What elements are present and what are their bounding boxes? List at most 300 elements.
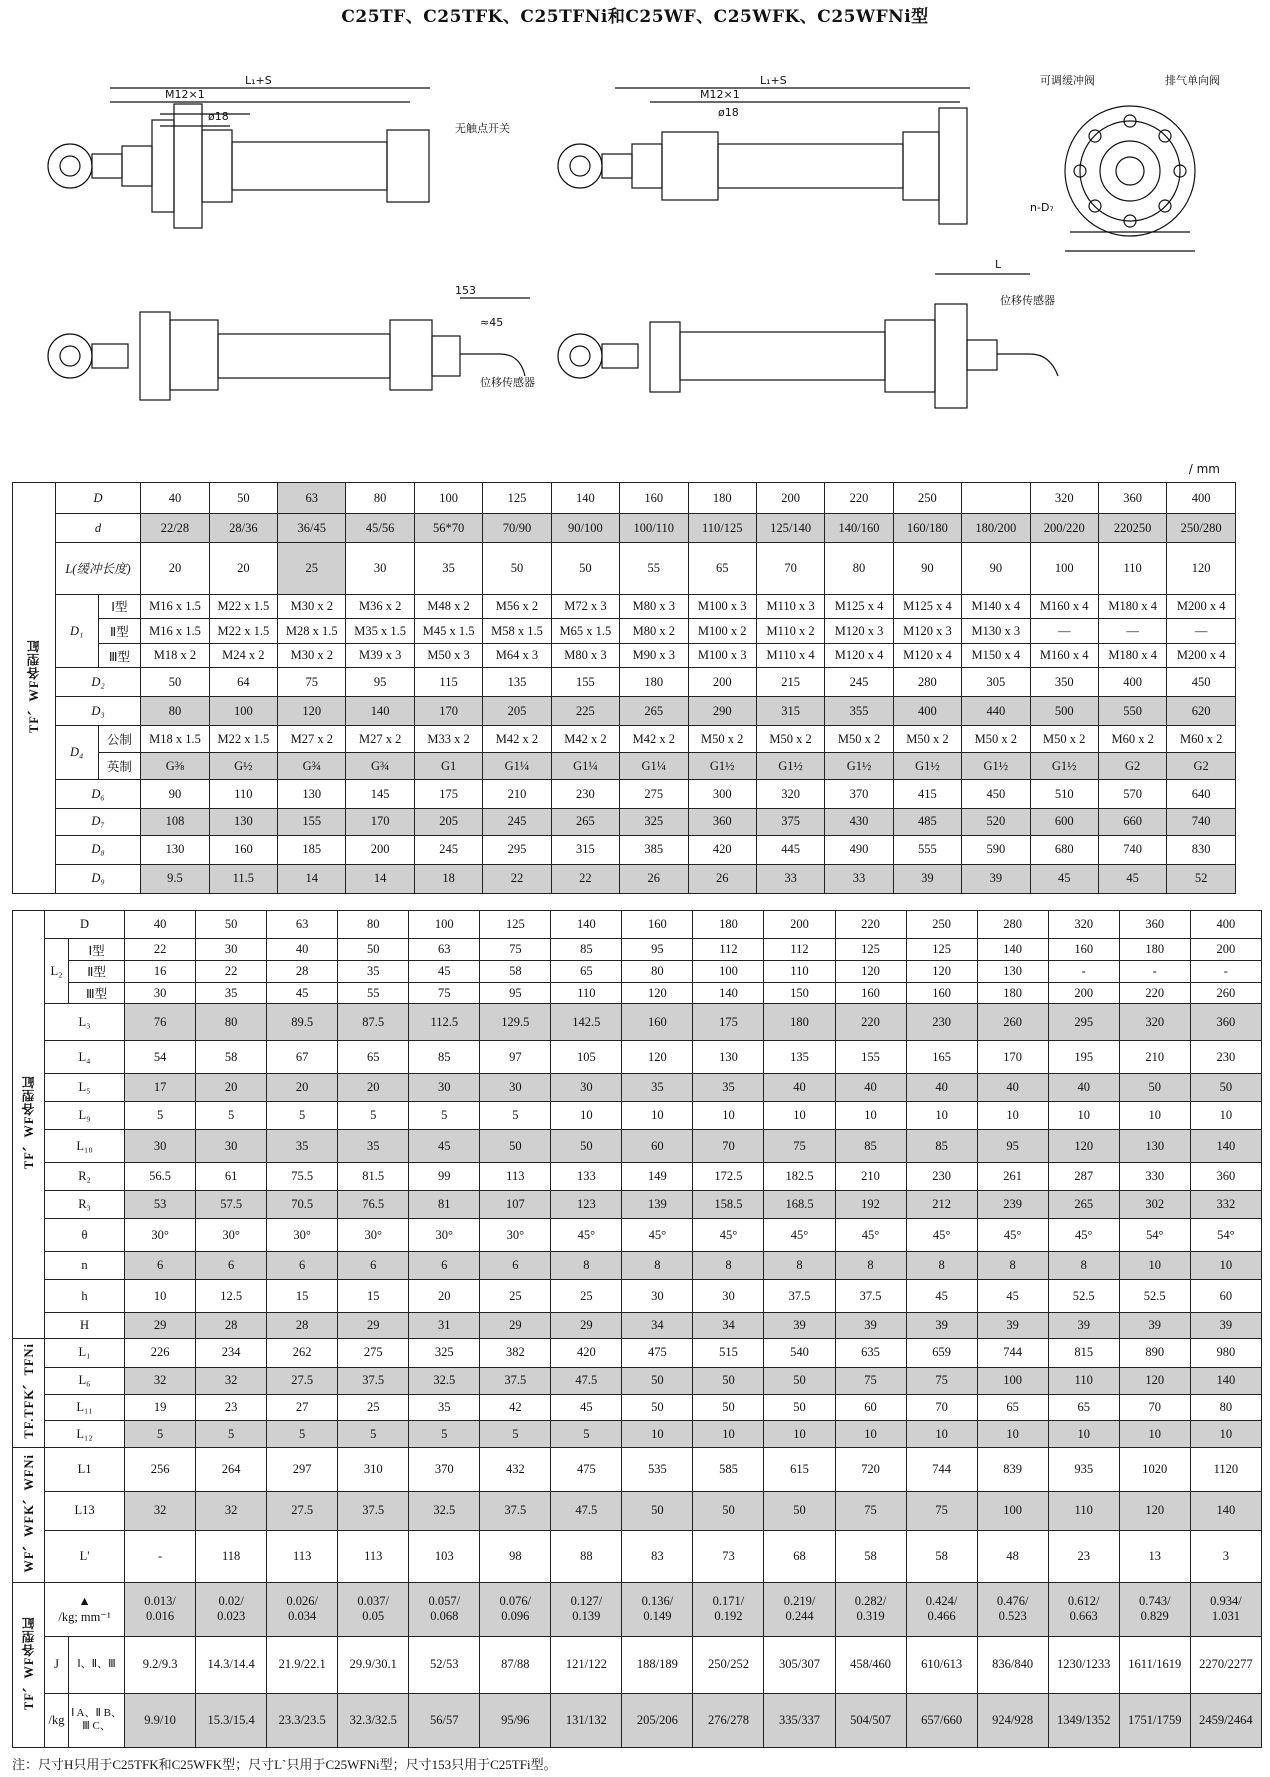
t2-L10-cell: 35 [267,1130,338,1163]
t2-row-L2-0 [13,939,1262,961]
t2-L2-cell: 112 [693,939,764,961]
t2-L1a-cell: 420 [551,1338,622,1367]
t1-D6-cell: 275 [620,780,688,809]
t2-side-text: WF、WFK、WFNi [21,1453,36,1573]
t2-L11-cell: 23 [196,1394,267,1421]
t1-D1-cell: M39 x 3 [346,643,414,668]
t2-L11-cell: 35 [409,1394,480,1421]
t2-L2-cell: 95 [622,939,693,961]
t1-L-cell: 100 [1030,543,1098,594]
t1-D7-cell: 600 [1030,809,1098,836]
t2-J-cell: 52/53 [409,1637,480,1693]
t2-R2-cell: 56.5 [125,1162,196,1190]
t2-L13-cell: 100 [977,1491,1048,1530]
t2-label-n: n [45,1251,125,1279]
t2-theta-cell: 45° [764,1219,835,1252]
t1-D4-cell: G¾ [346,753,414,780]
t2-L12-cell: 10 [835,1421,906,1448]
t2-n-cell: 8 [1048,1251,1119,1279]
t1-D3-cell: 290 [688,697,756,726]
t1-D4-cell: G1¼ [551,753,619,780]
t1-D1-cell: M200 x 4 [1167,594,1236,619]
t2-L2-cell: 45 [409,960,480,982]
t2-theta-cell: 45° [693,1219,764,1252]
t2-D-cell: 250 [906,911,977,939]
t2-L9-cell: 10 [1190,1102,1261,1130]
t2-R2-cell: 81.5 [338,1162,409,1190]
t2-H-cell: 39 [835,1312,906,1338]
t2-L2-cell: 160 [835,982,906,1004]
t2-L12-cell: 5 [125,1421,196,1448]
t2-D-cell: 400 [1190,911,1261,939]
t1-row-d [13,514,1236,543]
t1-d-cell: 110/125 [688,514,756,543]
t1-D9-cell: 18 [414,864,482,893]
t2-L1a-cell: 275 [338,1338,409,1367]
t1-D4-cell: M50 x 2 [1030,726,1098,753]
t2-row-L6 [13,1367,1262,1394]
t1-D9-cell: 14 [278,864,346,893]
t1-D2-cell: 245 [825,668,893,697]
t1-D9-cell: 33 [756,864,824,893]
t2-R3-cell: 265 [1048,1191,1119,1219]
t2-kg-cell: 205/206 [622,1693,693,1747]
t1-D9-cell: 11.5 [209,864,277,893]
t2-L9-cell: 5 [338,1102,409,1130]
mass-bottom: 0.068 [430,1609,459,1624]
t2-L2-cell: - [1119,960,1190,982]
t1-D9-cell: 33 [825,864,893,893]
t1-D7-cell: 130 [209,809,277,836]
t2-mass-cell [1119,1582,1190,1636]
t2-h-cell: 45 [906,1280,977,1313]
unit-label: / mm [1188,462,1220,476]
t2-side-text: TF、WF各型缸 [21,1075,36,1170]
t1-D1-cell: M120 x 3 [825,619,893,644]
t2-L9-cell: 5 [409,1102,480,1130]
t1-D3-cell: 205 [483,697,551,726]
t1-D7-cell: 520 [962,809,1030,836]
t2-R2-cell: 287 [1048,1162,1119,1190]
t1-D4-cell: G1½ [756,753,824,780]
t2-R3-cell: 81 [409,1191,480,1219]
t1-d-cell: 160/180 [893,514,961,543]
t1-row-L [13,543,1236,594]
t2-L13-cell: 27.5 [267,1491,338,1530]
t2-L2-cell: 28 [267,960,338,982]
t1-D9-cell: 39 [962,864,1030,893]
t2-L2-cell: 63 [409,939,480,961]
t2-L6-cell: 120 [1119,1367,1190,1394]
t1-row-D7 [13,809,1236,836]
t2-D-cell: 63 [267,911,338,939]
t2-R3-cell: 57.5 [196,1191,267,1219]
t2-L10-cell: 95 [977,1130,1048,1163]
t1-D3-cell: 265 [620,697,688,726]
t1-D1-cell: M16 x 1.5 [141,594,209,619]
t2-h-cell: 37.5 [835,1280,906,1313]
t2-row-L1a [13,1338,1262,1367]
t2-L10-cell: 35 [338,1130,409,1163]
t1-label-D6: D₆ [55,780,141,809]
t1-D-cell: 40 [141,483,209,514]
t1-D4-cell: M60 x 2 [1098,726,1166,753]
t2-L2-cell: 75 [409,982,480,1004]
t2-n-cell: 6 [409,1251,480,1279]
t2-h-cell: 52.5 [1048,1280,1119,1313]
t1-D1-cell: M36 x 2 [346,594,414,619]
t1-D2-cell: 180 [620,668,688,697]
t1-D7-cell: 485 [893,809,961,836]
t1-L-cell: 80 [825,543,893,594]
t1-label-D8: D₈ [55,835,141,864]
t2-H-cell: 28 [267,1312,338,1338]
t2-L4-cell: 155 [835,1041,906,1074]
t2-L5-cell: 20 [338,1073,409,1101]
t1-D-cell: 400 [1167,483,1236,514]
t2-L2-cell: 140 [693,982,764,1004]
t2-n-cell: 8 [693,1251,764,1279]
t2-D-cell: 50 [196,911,267,939]
t2-Lp-cell: 113 [338,1530,409,1582]
t2-D-cell: 320 [1048,911,1119,939]
t2-label-J: J [45,1637,69,1693]
t1-d-cell: 100/110 [620,514,688,543]
t2-row-n [13,1251,1262,1279]
t2-theta-cell: 30° [125,1219,196,1252]
t2-L1b-cell: 432 [480,1448,551,1491]
t2-L9-cell: 5 [480,1102,551,1130]
page-title: C25TF、C25TFK、C25TFNi和C25WF、C25WFK、C25WFNi型 [341,7,929,27]
t1-label-D9: D₉ [55,864,141,893]
t2-L3-cell: 320 [1119,1004,1190,1041]
t1-D2-cell: 64 [209,668,277,697]
t2-L12-cell: 10 [1190,1421,1261,1448]
t2-L10-cell: 130 [1119,1130,1190,1163]
t2-L1a-cell: 980 [1190,1338,1261,1367]
t2-L4-cell: 230 [1190,1041,1261,1074]
t1-D8-cell: 680 [1030,835,1098,864]
t2-mass-cell [906,1582,977,1636]
t2-row-L2-1 [13,960,1262,982]
dim-L: L [995,258,1002,271]
t2-L2-cell: 125 [835,939,906,961]
t2-n-cell: 10 [1190,1251,1261,1279]
t2-mass-cell [764,1582,835,1636]
t1-D-cell: 180 [688,483,756,514]
t2-R2-cell: 360 [1190,1162,1261,1190]
t1-D3-cell: 355 [825,697,893,726]
t2-theta-cell: 54° [1119,1219,1190,1252]
wf-cylinder-side-view [558,88,970,224]
t1-D6-cell: 640 [1167,780,1236,809]
t2-L6-cell: 140 [1190,1367,1261,1394]
mass-top: 0.02/ [218,1594,244,1609]
t2-kg-cell: 1349/1352 [1048,1693,1119,1747]
t2-n-cell: 6 [480,1251,551,1279]
t2-L5-cell: 40 [764,1073,835,1101]
t2-L4-cell: 54 [125,1041,196,1074]
t1-D2-cell: 115 [414,668,482,697]
mass-top: 0.136/ [641,1594,674,1609]
t2-J-cell: 458/460 [835,1637,906,1693]
t2-label-L5: L₅ [45,1073,125,1101]
t2-L11-cell: 80 [1190,1394,1261,1421]
t1-D1-cell: M110 x 4 [756,643,824,668]
t1-label-D4: D₄ [55,726,98,780]
t2-R3-cell: 70.5 [267,1191,338,1219]
t2-L10-cell: 70 [693,1130,764,1163]
t2-L1a-cell: 635 [835,1338,906,1367]
t2-L2-cell: 65 [551,960,622,982]
t2-sub-L2: Ⅰ型 [69,939,125,961]
t2-L13-cell: 120 [1119,1491,1190,1530]
t2-n-cell: 6 [125,1251,196,1279]
t2-L11-cell: 70 [906,1394,977,1421]
t2-label-R2: R₂ [45,1162,125,1190]
mass-bottom: 0.034 [288,1609,317,1624]
t1-D9-cell: 22 [483,864,551,893]
t2-L3-cell: 360 [1190,1004,1261,1041]
t2-L2-cell: 220 [1119,982,1190,1004]
t2-row-L1b [13,1448,1262,1491]
t2-mass-cell [835,1582,906,1636]
t1-D7-cell: 265 [551,809,619,836]
t1-D6-cell: 130 [278,780,346,809]
t2-label-theta: θ [45,1219,125,1252]
t2-h-cell: 20 [409,1280,480,1313]
t2-L2-cell: 30 [196,939,267,961]
t2-L12-cell: 5 [338,1421,409,1448]
t1-D4-cell: G1½ [962,753,1030,780]
t2-H-cell: 28 [196,1312,267,1338]
t2-mass-cell [409,1582,480,1636]
t2-L1a-cell: 744 [977,1338,1048,1367]
t1-D1-cell: M65 x 1.5 [551,619,619,644]
t2-L6-cell: 50 [764,1367,835,1394]
t2-Lp-cell: 103 [409,1530,480,1582]
t2-L10-cell: 50 [480,1130,551,1163]
t1-D4-cell: M27 x 2 [278,726,346,753]
mass-bottom: 0.244 [785,1609,814,1624]
t2-row-L12 [13,1421,1262,1448]
mass-bottom: 0.319 [856,1609,885,1624]
t2-L6-cell: 37.5 [338,1367,409,1394]
t1-d-cell: 220250 [1098,514,1166,543]
t2-L5-cell: 17 [125,1073,196,1101]
t2-R2-cell: 230 [906,1162,977,1190]
t1-D4-cell: G¾ [278,753,346,780]
t2-L10-cell: 140 [1190,1130,1261,1163]
t1-D8-cell: 185 [278,835,346,864]
t2-L2-cell: 160 [1048,939,1119,961]
t2-L11-cell: 25 [338,1394,409,1421]
t2-L1b-cell: 720 [835,1448,906,1491]
t2-L6-cell: 27.5 [267,1367,338,1394]
t1-D-cell: 100 [414,483,482,514]
t1-D4-cell: M42 x 2 [551,726,619,753]
t2-L9-cell: 10 [551,1102,622,1130]
t2-row-L4 [13,1041,1262,1074]
t2-L2-cell: 180 [1119,939,1190,961]
t2-L3-cell: 129.5 [480,1004,551,1041]
t1-D4-cell: G2 [1167,753,1236,780]
t2-label-L12: L₁₂ [45,1421,125,1448]
t1-D1-cell: M58 x 1.5 [483,619,551,644]
t2-Lp-cell: 73 [693,1530,764,1582]
label-adj-valve: 可调缓冲阀 [1040,74,1095,87]
t2-H-cell: 39 [906,1312,977,1338]
t1-D-cell: 360 [1098,483,1166,514]
t1-D2-cell: 95 [346,668,414,697]
label-vent-valve: 排气单向阀 [1165,74,1220,87]
t1-D2-cell: 215 [756,668,824,697]
t2-J-cell: 87/88 [480,1637,551,1693]
t2-L13-cell: 50 [622,1491,693,1530]
t2-L10-cell: 120 [1048,1130,1119,1163]
t2-R3-cell: 123 [551,1191,622,1219]
t2-h-cell: 25 [551,1280,622,1313]
t2-n-cell: 8 [622,1251,693,1279]
t1-D-cell: 200 [756,483,824,514]
t2-L2-cell: 140 [977,939,1048,961]
t1-d-cell: 22/28 [141,514,209,543]
t2-L13-cell: 50 [693,1491,764,1530]
t2-theta-cell: 45° [1048,1219,1119,1252]
t2-L13-cell: 110 [1048,1491,1119,1530]
t2-L9-cell: 5 [267,1102,338,1130]
t2-D-cell: 40 [125,911,196,939]
t2-L11-cell: 45 [551,1394,622,1421]
t1-D4-cell: G1½ [688,753,756,780]
t1-D4-cell: G1¼ [483,753,551,780]
mass-bottom: 0.023 [217,1609,246,1624]
tf-cylinder-with-sensor [48,298,530,400]
t2-Lp-cell: 98 [480,1530,551,1582]
t2-L2-cell: 120 [906,960,977,982]
t2-L10-cell: 30 [196,1130,267,1163]
t2-R2-cell: 149 [622,1162,693,1190]
t2-label-h: h [45,1280,125,1313]
label-nD7: n-D₇ [1030,201,1054,214]
mass-top: 0.219/ [783,1594,816,1609]
mass-top: 0.476/ [996,1594,1029,1609]
mass-label-bottom: /kg; mm⁻¹ [58,1609,111,1624]
t2-L2-cell: 160 [906,982,977,1004]
t2-label-L4: L₄ [45,1041,125,1074]
t1-sub-D1-2: Ⅲ型 [98,643,141,668]
t2-L2-cell: 85 [551,939,622,961]
t1-D7-cell: 170 [346,809,414,836]
t2-L10-cell: 30 [125,1130,196,1163]
t2-L13-cell: 50 [764,1491,835,1530]
t1-D9-cell: 26 [688,864,756,893]
t1-D1-cell: M160 x 4 [1030,643,1098,668]
t2-L3-cell: 89.5 [267,1004,338,1041]
t2-R3-cell: 53 [125,1191,196,1219]
t1-D2-cell: 400 [1098,668,1166,697]
t1-D4-cell: M60 x 2 [1167,726,1236,753]
t2-kg-cell: 95/96 [480,1693,551,1747]
mass-top: 0.026/ [286,1594,318,1609]
t1-D8-cell: 245 [414,835,482,864]
t2-sub-L2: Ⅲ型 [69,982,125,1004]
t1-row-D3 [13,697,1236,726]
t2-L2-cell: - [1048,960,1119,982]
t1-D8-cell: 200 [346,835,414,864]
t2-row-mass_mm [13,1582,1262,1636]
dim-d18-left: ø18 [208,110,229,123]
t1-L-cell: 70 [756,543,824,594]
t2-theta-cell: 54° [1190,1219,1261,1252]
t2-L13-cell: 37.5 [480,1491,551,1530]
t2-R3-cell: 107 [480,1191,551,1219]
t2-L2-cell: 22 [196,960,267,982]
t1-D8-cell: 445 [756,835,824,864]
t2-theta-cell: 30° [196,1219,267,1252]
t2-n-cell: 8 [835,1251,906,1279]
t2-kg-cell: 15.3/15.4 [196,1693,267,1747]
t2-kg-cell: 657/660 [906,1693,977,1747]
t2-kg-cell: 1751/1759 [1119,1693,1190,1747]
t1-D1-cell: M180 x 4 [1098,643,1166,668]
t1-D8-cell: 315 [551,835,619,864]
t2-L2-cell: 120 [622,982,693,1004]
t2-row-L3 [13,1004,1262,1041]
t2-L1a-cell: 234 [196,1338,267,1367]
t1-D1-cell: M100 x 2 [688,619,756,644]
t2-h-cell: 37.5 [764,1280,835,1313]
t2-L2-cell: 55 [338,982,409,1004]
t1-D1-cell: M120 x 4 [825,643,893,668]
t2-L3-cell: 260 [977,1004,1048,1041]
t2-L4-cell: 67 [267,1041,338,1074]
t2-R3-cell: 139 [622,1191,693,1219]
t1-row-D1-1 [13,619,1236,644]
t2-R2-cell: 99 [409,1162,480,1190]
t1-D4-cell: G2 [1098,753,1166,780]
t2-Lp-cell: 68 [764,1530,835,1582]
t2-L12-cell: 10 [977,1421,1048,1448]
t1-D4-cell: G1½ [1030,753,1098,780]
t2-L4-cell: 135 [764,1041,835,1074]
t1-D3-cell: 315 [756,697,824,726]
t2-L5-cell: 20 [267,1073,338,1101]
t2-Lp-cell: 13 [1119,1530,1190,1582]
t2-kg-cell: 131/132 [551,1693,622,1747]
t2-L4-cell: 210 [1119,1041,1190,1074]
t1-D1-cell: M48 x 2 [414,594,482,619]
t1-D1-cell: M28 x 1.5 [278,619,346,644]
footnote: 注：尺寸H只用于C25TFK和C25WFK型；尺寸L`只用于C25WFNi型；尺寸153只用于C25TFi型。 [12,1757,557,1772]
t2-label-L9: L₉ [45,1102,125,1130]
mass-bottom: 0.016 [146,1609,175,1624]
t2-J-cell: 836/840 [977,1637,1048,1693]
t2-L9-cell: 10 [693,1102,764,1130]
t2-row-R3 [13,1191,1262,1219]
t2-R3-cell: 192 [835,1191,906,1219]
t2-sub-kg: Ⅰ A、Ⅱ B、Ⅲ C、 [69,1693,125,1747]
t2-L13-cell: 75 [906,1491,977,1530]
t1-D3-cell: 440 [962,697,1030,726]
t1-L-cell: 120 [1167,543,1236,594]
t2-side-text: TF.TFK、TFNi [21,1343,36,1439]
t2-H-cell: 39 [977,1312,1048,1338]
t1-label-D2: D₂ [55,668,141,697]
t2-D-cell: 360 [1119,911,1190,939]
t1-D4-cell: M18 x 1.5 [141,726,209,753]
mass-bottom: 0.139 [572,1609,601,1624]
